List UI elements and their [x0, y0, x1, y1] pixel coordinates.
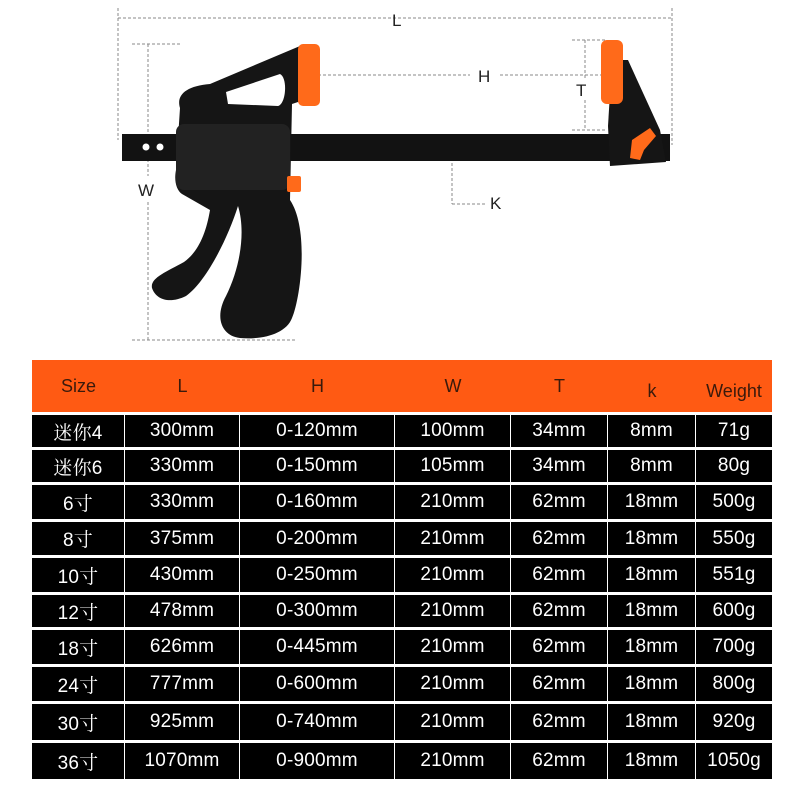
cell-size: 24寸 [32, 667, 125, 701]
cell-weight: 551g [712, 564, 756, 585]
table-row [32, 415, 772, 447]
cell-t: 62mm [511, 667, 608, 701]
header-k: k [647, 380, 657, 401]
cell-t: 62mm [511, 485, 608, 519]
cell-k: 18mm [608, 667, 696, 701]
header-w: W [444, 375, 462, 396]
dimension-label-k: K [490, 194, 502, 213]
header-t: T [554, 375, 565, 396]
cell-w: 210mm [395, 485, 511, 519]
cell-k: 18mm [608, 522, 696, 555]
cell-weight: 71g [717, 420, 751, 441]
cell-k: 18mm [608, 485, 696, 519]
cell-k: 18mm [608, 743, 696, 779]
cell-weight: 600g [712, 600, 756, 621]
cell-size: 36寸 [32, 743, 125, 779]
header-size: Size [60, 375, 96, 396]
cell-l: 330mm [125, 450, 240, 482]
cell-weight: 550g [712, 527, 756, 549]
clamp-grip-block [176, 124, 290, 190]
table-row [32, 522, 772, 555]
cell-t: 62mm [511, 558, 608, 592]
cell-size: 迷你4 [32, 415, 125, 447]
cell-h: 0-445mm [240, 630, 395, 664]
cell-w: 210mm [395, 667, 511, 701]
table-row [32, 450, 772, 482]
table-row [32, 558, 772, 592]
clamp-illustration [0, 0, 800, 352]
dimension-label-w: W [138, 181, 155, 200]
table-row [32, 485, 772, 519]
table-row [32, 667, 772, 701]
table-header-row [32, 360, 772, 412]
cell-t: 34mm [511, 415, 608, 447]
clamp-diagram [0, 0, 800, 352]
cell-h: 0-160mm [240, 485, 395, 519]
cell-size: 10寸 [32, 558, 125, 592]
cell-w: 210mm [395, 704, 511, 740]
dimension-label-l: L [392, 11, 402, 30]
cell-h: 0-250mm [240, 558, 395, 592]
cell-t: 62mm [511, 704, 608, 740]
cell-weight: 700g [712, 636, 756, 657]
cell-size: 迷你6 [32, 450, 125, 482]
table-row [32, 704, 772, 740]
table-row [32, 595, 772, 627]
cell-h: 0-600mm [240, 667, 395, 701]
cell-l: 1070mm [125, 743, 240, 779]
cell-size: 12寸 [32, 595, 125, 627]
cell-h: 0-150mm [240, 450, 395, 482]
cell-t: 34mm [511, 450, 608, 482]
cell-t: 62mm [511, 630, 608, 664]
cell-w: 105mm [395, 450, 511, 482]
cell-w: 210mm [395, 630, 511, 664]
table-row [32, 743, 772, 779]
header-weight: Weight [706, 380, 762, 401]
cell-l: 626mm [125, 630, 240, 664]
cell-l: 777mm [125, 667, 240, 701]
cell-size: 30寸 [32, 704, 125, 740]
cell-size: 6寸 [32, 485, 125, 519]
header-l: L [177, 375, 188, 396]
table-row [32, 630, 772, 664]
cell-l: 330mm [125, 485, 240, 519]
cell-k: 18mm [608, 630, 696, 664]
cell-h: 0-740mm [240, 704, 395, 740]
cell-h: 0-900mm [240, 743, 395, 779]
cell-k: 18mm [608, 595, 696, 627]
cell-weight: 80g [717, 455, 751, 476]
cell-w: 100mm [395, 415, 511, 447]
cell-weight: 920g [712, 711, 756, 732]
cell-h: 0-200mm [240, 522, 395, 555]
cell-w: 210mm [395, 743, 511, 779]
dimension-label-h: H [478, 67, 491, 86]
cell-size: 8寸 [32, 522, 125, 555]
cell-weight: 1050g [707, 750, 761, 771]
dimension-label-t: T [576, 81, 587, 100]
cell-w: 210mm [395, 595, 511, 627]
cell-l: 300mm [125, 415, 240, 447]
cell-k: 8mm [608, 415, 696, 447]
header-h: H [311, 375, 324, 396]
cell-weight: 500g [712, 491, 756, 512]
cell-l: 478mm [125, 595, 240, 627]
cell-k: 18mm [608, 558, 696, 592]
cell-w: 210mm [395, 558, 511, 592]
cell-k: 18mm [608, 704, 696, 740]
cell-t: 62mm [511, 595, 608, 627]
cell-w: 210mm [395, 522, 511, 555]
cell-k: 8mm [608, 450, 696, 482]
release-trigger [287, 176, 301, 192]
cell-h: 0-300mm [240, 595, 395, 627]
cell-t: 62mm [511, 522, 608, 555]
cell-h: 0-120mm [240, 415, 395, 447]
cell-size: 18寸 [32, 630, 125, 664]
cell-l: 375mm [125, 522, 240, 555]
fixed-jaw-pad [298, 44, 320, 106]
spec-table [32, 360, 772, 782]
cell-l: 925mm [125, 704, 240, 740]
moving-jaw-pad [601, 40, 623, 104]
cell-t: 62mm [511, 743, 608, 779]
cell-l: 430mm [125, 558, 240, 592]
cell-weight: 800g [712, 673, 756, 694]
